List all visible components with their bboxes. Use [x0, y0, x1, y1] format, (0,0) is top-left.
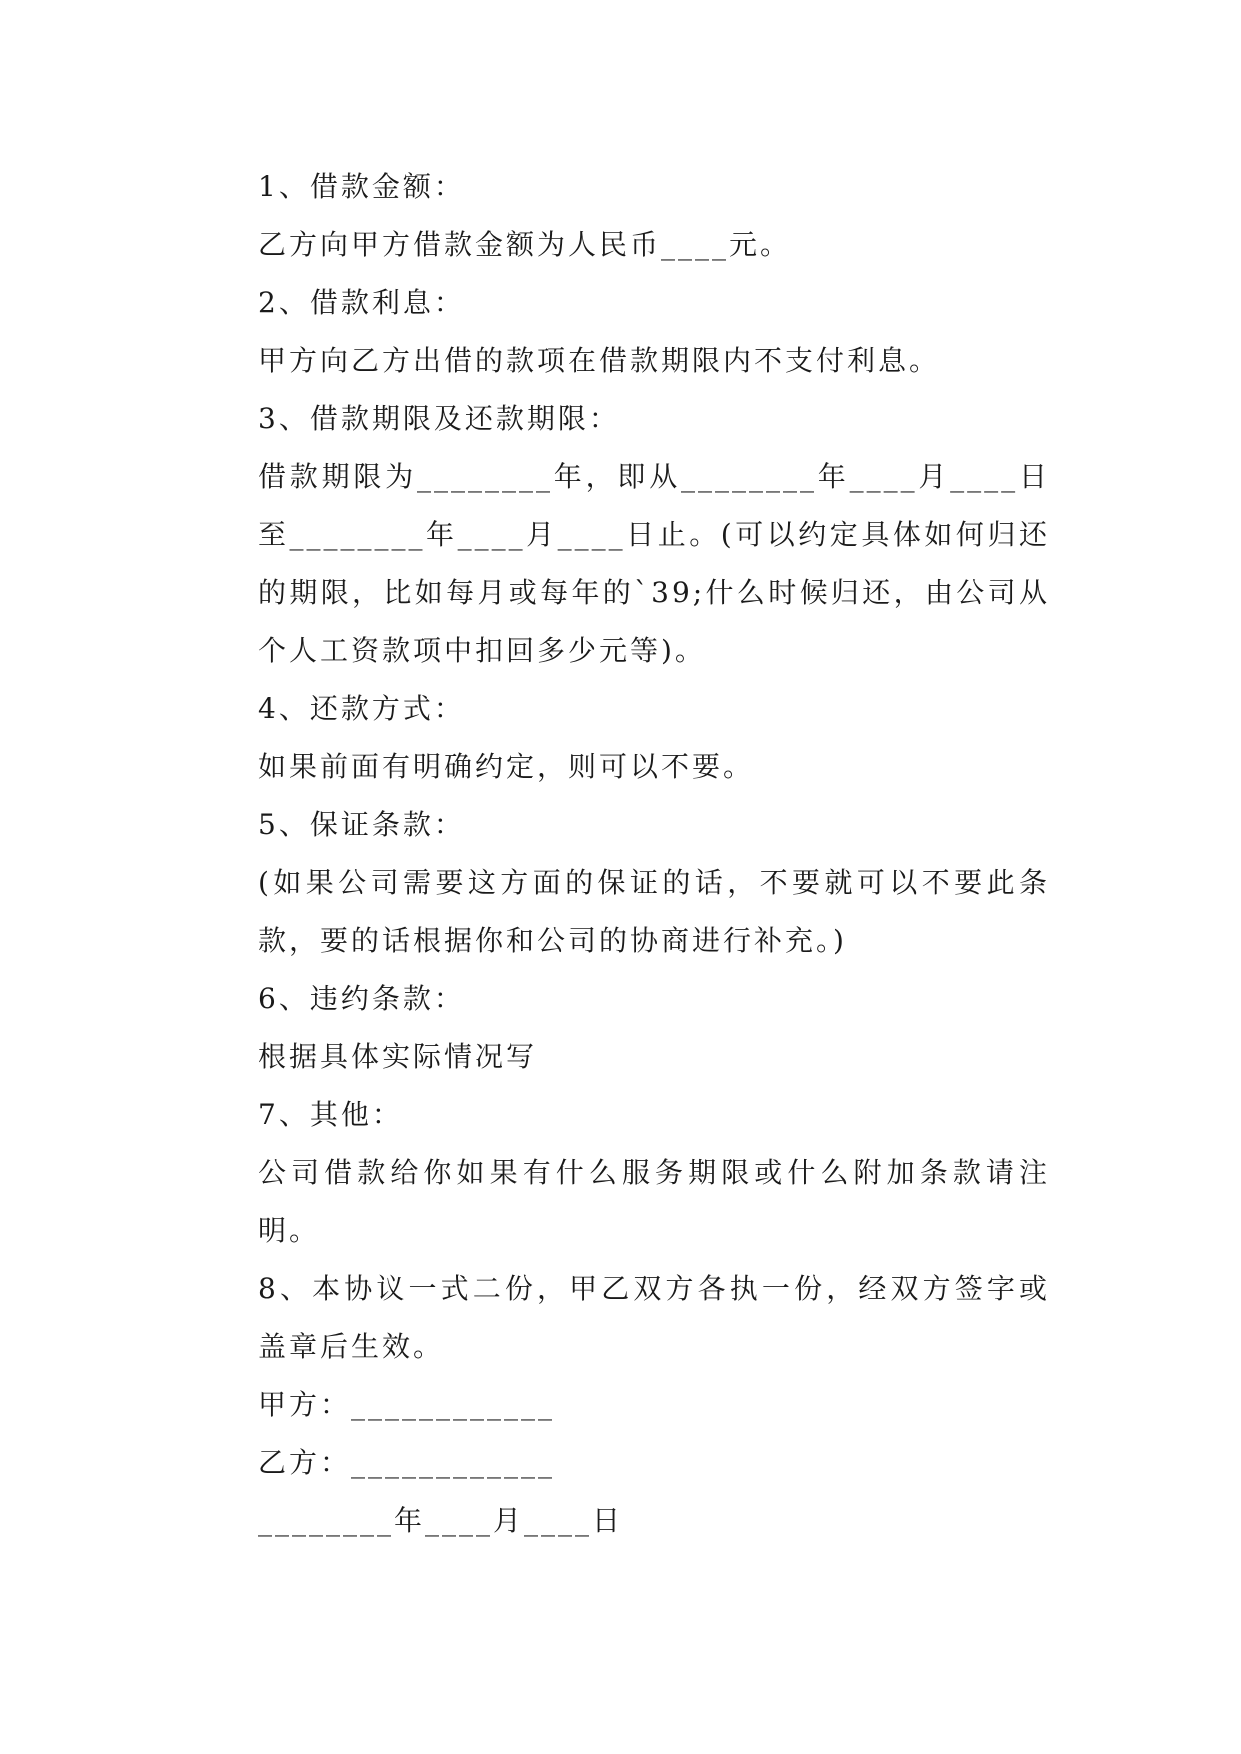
signature-party-a: 甲方：____________: [258, 1388, 556, 1421]
clause-heading-loan-amount: 1、借款金额：: [258, 170, 465, 203]
clause-heading-repayment: 4、还款方式：: [258, 692, 465, 725]
document-page: [190, 158, 1050, 1550]
clause-heading-interest: 2、借款利息：: [258, 286, 465, 319]
signature-party-b: 乙方：____________: [258, 1446, 556, 1479]
signature-date: ________年____月____日: [258, 1504, 624, 1537]
clause-text-other: 公司借款给你如果有什么服务期限或什么附加条款请注明。: [258, 1156, 1050, 1247]
clause-heading-breach: 6、违约条款：: [258, 982, 465, 1015]
clause-heading-guarantee: 5、保证条款：: [258, 808, 465, 841]
clause-text-repayment: 如果前面有明确约定，则可以不要。: [258, 750, 755, 783]
clause-text-term: 借款期限为________年，即从________年____月____日至________年____月____日止。(可以约定具体如何归还的期限，比如每月或每年的`39;什么时候归还，由公司从个人工资款项中扣回多少元等)。: [258, 460, 1050, 667]
clause-text-breach: 根据具体实际情况写: [258, 1040, 538, 1073]
clause-text-guarantee: (如果公司需要这方面的保证的话，不要就可以不要此条款，要的话根据你和公司的协商进行补充。): [258, 866, 1050, 957]
clause-text-loan-amount: 乙方向甲方借款金额为人民币____元。: [258, 228, 792, 261]
clause-heading-other: 7、其他：: [258, 1098, 403, 1131]
clause-heading-term: 3、借款期限及还款期限：: [258, 402, 620, 435]
clause-text-interest: 甲方向乙方出借的款项在借款期限内不支付利息。: [258, 344, 941, 377]
clause-text-copies: 8、本协议一式二份，甲乙双方各执一份，经双方签字或盖章后生效。: [258, 1272, 1050, 1363]
